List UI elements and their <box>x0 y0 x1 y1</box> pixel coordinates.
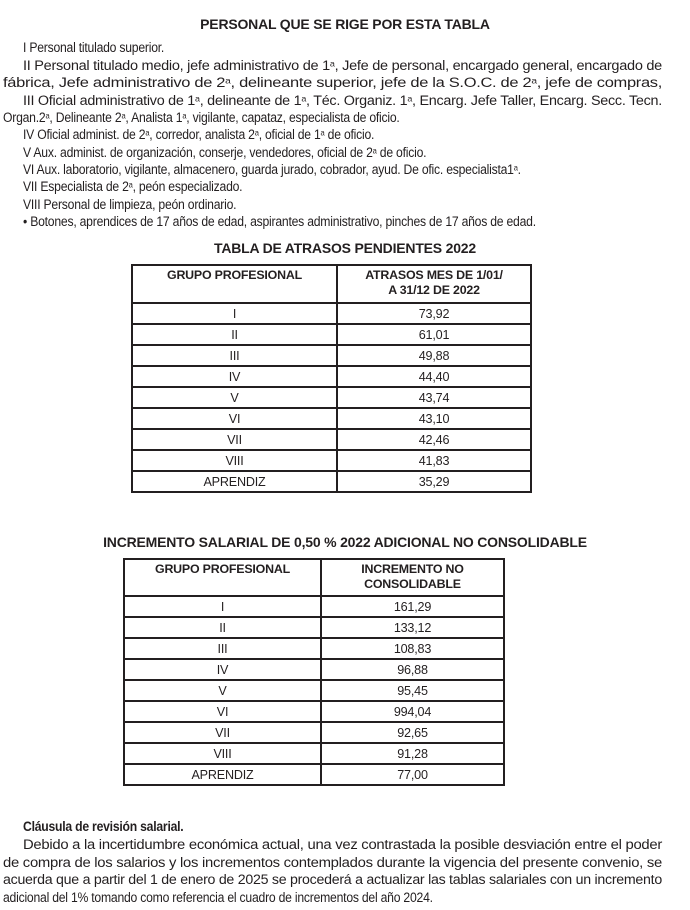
section-title: PERSONAL QUE SE RIGE POR ESTA TABLA <box>200 16 490 32</box>
group-item-viii: VIII Personal de limpieza, peón ordinario. <box>23 196 237 212</box>
grupo-cell: V <box>124 680 321 701</box>
valor-cell: 49,88 <box>337 345 531 366</box>
table-header-row <box>132 265 531 303</box>
clausula-line: adicional del 1% tomando como referencia el cuadro de incrementos del año 2024. <box>3 889 433 905</box>
valor-cell: 133,12 <box>321 617 504 638</box>
grupo-cell: III <box>124 638 321 659</box>
group-item-vii: VII Especialista de 2$^a$, peón especializado. <box>23 179 243 194</box>
column-header-atrasos <box>337 265 531 303</box>
table-header-row <box>124 559 504 596</box>
grupo-cell: VI <box>124 701 321 722</box>
table2-title: INCREMENTO SALARIAL DE 0,50 % 2022 ADICIONAL NO CONSOLIDABLE <box>103 534 587 550</box>
column-header-line: A 31/12 DE 2022 <box>388 283 480 297</box>
valor-cell: 43,10 <box>337 408 531 429</box>
grupo-cell: VIII <box>132 450 337 471</box>
table-row <box>132 345 531 366</box>
table-row <box>124 617 504 638</box>
table-row <box>132 303 531 324</box>
group-item-iii-cont: Organ.2$^a$, Delineante 2$^a$, Analista 1$^a$, vigilante, capataz, especialista de oficio. <box>3 110 400 125</box>
atrasos-table <box>131 264 532 493</box>
table-row <box>132 450 531 471</box>
grupo-cell: V <box>132 387 337 408</box>
table-row <box>124 722 504 743</box>
grupo-cell: VI <box>132 408 337 429</box>
group-item-i: I Personal titulado superior. <box>23 40 165 55</box>
valor-cell: 994,04 <box>321 701 504 722</box>
column-header-grupo: GRUPO PROFESIONAL <box>124 559 321 596</box>
group-item-ii-cont: fábrica, Jefe administrativo de 2$^a$, delineante superior, jefe de la S.O.C. de 2$^a$, jefe de compras, <box>3 75 662 90</box>
group-item-ii: II Personal titulado medio, jefe administrativo de 1$^a$, Jefe de personal, encargado general, encargado de <box>23 57 662 73</box>
table-row <box>132 387 531 408</box>
valor-cell: 43,74 <box>337 387 531 408</box>
column-header-incremento <box>321 559 504 596</box>
valor-cell: 92,65 <box>321 722 504 743</box>
table-row <box>132 471 531 492</box>
valor-cell: 77,00 <box>321 764 504 785</box>
valor-cell: 35,29 <box>337 471 531 492</box>
valor-cell: 95,45 <box>321 680 504 701</box>
table-row <box>124 680 504 701</box>
table-row <box>124 638 504 659</box>
valor-cell: 73,92 <box>337 303 531 324</box>
grupo-cell: VII <box>124 722 321 743</box>
grupo-cell: IV <box>124 659 321 680</box>
valor-cell: 42,46 <box>337 429 531 450</box>
grupo-cell: VIII <box>124 743 321 764</box>
table-row <box>124 701 504 722</box>
column-header-line: CONSOLIDABLE <box>364 577 461 591</box>
group-item-iv: IV Oficial administ. de 2$^a$, corredor, analista 2$^a$, oficial de 1$^a$ de oficio. <box>23 127 375 142</box>
valor-cell: 61,01 <box>337 324 531 345</box>
group-item-vi: VI Aux. laboratorio, vigilante, almacenero, guarda jurado, cobrador, ayud. De ofic. especialista1$^a$. <box>23 162 521 177</box>
table-row <box>124 596 504 617</box>
valor-cell: 41,83 <box>337 450 531 471</box>
group-item-botones: • Botones, aprendices de 17 años de edad, aspirantes administrativo, pinches de 17 años de edad. <box>23 214 536 229</box>
column-header-line: ATRASOS MES DE 1/01/ <box>365 268 503 282</box>
grupo-cell: II <box>124 617 321 638</box>
grupo-cell: APRENDIZ <box>124 764 321 785</box>
column-header-line: INCREMENTO NO <box>361 562 464 576</box>
clausula-line: Debido a la incertidumbre económica actual, una vez contrastada la posible desviación entre el poder <box>23 837 663 852</box>
grupo-cell: APRENDIZ <box>132 471 337 492</box>
valor-cell: 91,28 <box>321 743 504 764</box>
table-row <box>132 408 531 429</box>
table-row <box>124 743 504 764</box>
incremento-table <box>123 558 505 786</box>
clausula-line: acuerda que a partir del 1 de enero de 2025 se procederá a actualizar las tablas salariales con un incremento <box>3 872 662 887</box>
table-row <box>124 764 504 785</box>
grupo-cell: IV <box>132 366 337 387</box>
grupo-cell: II <box>132 324 337 345</box>
table-row <box>132 366 531 387</box>
valor-cell: 161,29 <box>321 596 504 617</box>
table1-title: TABLA DE ATRASOS PENDIENTES 2022 <box>214 240 476 256</box>
valor-cell: 108,83 <box>321 638 504 659</box>
valor-cell: 44,40 <box>337 366 531 387</box>
clausula-line: de compra de los salarios y los incrementos contemplados durante la vigencia del presente convenio, se <box>3 854 662 870</box>
table-row <box>132 429 531 450</box>
table-row <box>124 659 504 680</box>
valor-cell: 96,88 <box>321 659 504 680</box>
clausula-heading: Cláusula de revisión salarial. <box>23 819 184 834</box>
group-item-v: V Aux. administ. de organización, conserje, vendedores, oficial de 2$^a$ de oficio. <box>23 144 427 160</box>
grupo-cell: I <box>124 596 321 617</box>
grupo-cell: VII <box>132 429 337 450</box>
group-item-iii: III Oficial administrativo de 1$^a$, delineante de 1$^a$, Téc. Organiz. 1$^a$, Encarg. Jefe Taller, Encarg. Secc. Tecn. <box>23 92 662 108</box>
column-header-grupo: GRUPO PROFESIONAL <box>132 265 337 303</box>
table-row <box>132 324 531 345</box>
grupo-cell: I <box>132 303 337 324</box>
grupo-cell: III <box>132 345 337 366</box>
